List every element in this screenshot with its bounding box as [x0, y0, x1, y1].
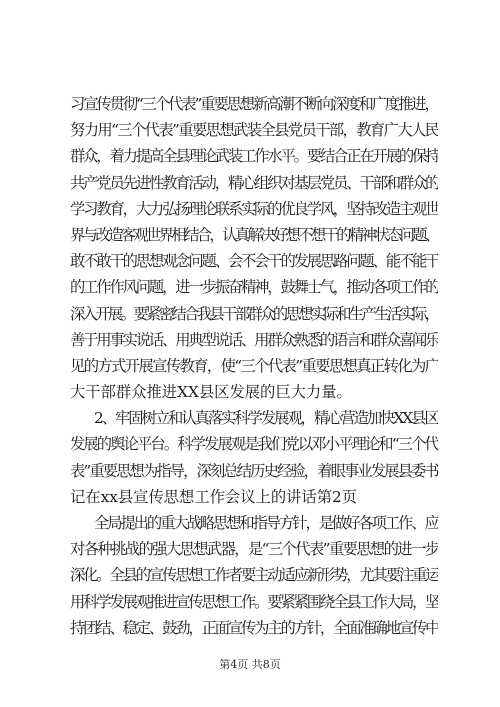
text-line: 记在xx县宣传思想工作会议上的讲话第2页 — [70, 487, 358, 506]
text-line: 深入开展。要紧密结合我县干部群众的思想实际和生产生活实际， — [70, 304, 438, 323]
text-line: 界与改造客观世界相结合，认真解决好想不想干的精神状态问题、 — [70, 225, 438, 244]
text-line: 2、牢固树立和认真落实科学发展观，精心营造加快XX县区 — [94, 409, 438, 428]
text-line: 的工作作风问题，进一步振奋精神，鼓舞士气，推动各项工作的 — [70, 278, 438, 297]
text-line: 全局提出的重大战略思想和指导方针，是做好各项工作、应 — [94, 514, 438, 532]
text-line: 善于用事实说话、用典型说话、用群众熟悉的语言和群众喜闻乐 — [70, 330, 438, 349]
page-number-footer: 第4页 共8页 — [219, 658, 281, 671]
text-line: 大干部群众推进XX县区发展的巨大力量。 — [70, 383, 352, 402]
text-line: 表”重要思想为指导，深刻总结历史经验，着眼事业发展县委书 — [70, 461, 438, 480]
text-line: 见的方式开展宣传教育，使“三个代表”重要思想真正转化为广 — [70, 356, 438, 375]
text-line: 发展的舆论平台。科学发展观是我们党以邓小平理论和“三个代 — [70, 435, 438, 454]
text-line: 敢不敢干的思想观念问题、会不会干的发展思路问题、能不能干 — [70, 252, 438, 271]
text-line: 共产党员先进性教育活动，精心组织对基层党员、干部和群众的 — [70, 173, 438, 192]
text-line: 持团结、稳定、鼓劲，正面宣传为主的方针，全面准确地宣传中 — [70, 618, 438, 637]
text-line: 对各种挑战的强大思想武器，是“三个代表”重要思想的进一步 — [70, 540, 438, 559]
text-line: 学习教育，大力弘扬理论联系实际的优良学风，坚持改造主观世 — [70, 199, 438, 218]
text-line: 努力用“三个代表”重要思想武装全县党员干部，教育广大人民 — [70, 121, 438, 140]
document-body — [70, 91, 438, 641]
text-line: 深化。全县的宣传思想工作者要主动适应新形势，尤其要注重运 — [70, 566, 438, 585]
text-line: 群众，着力提高全县理论武装工作水平。要结合正在开展的保持 — [70, 147, 438, 166]
text-line: 习宣传贯彻“三个代表”重要思想新高潮不断向深度和广度推进， — [70, 95, 438, 113]
text-line: 用科学发展观推进宣传思想工作。要紧紧围绕全县工作大局，坚 — [70, 592, 438, 611]
